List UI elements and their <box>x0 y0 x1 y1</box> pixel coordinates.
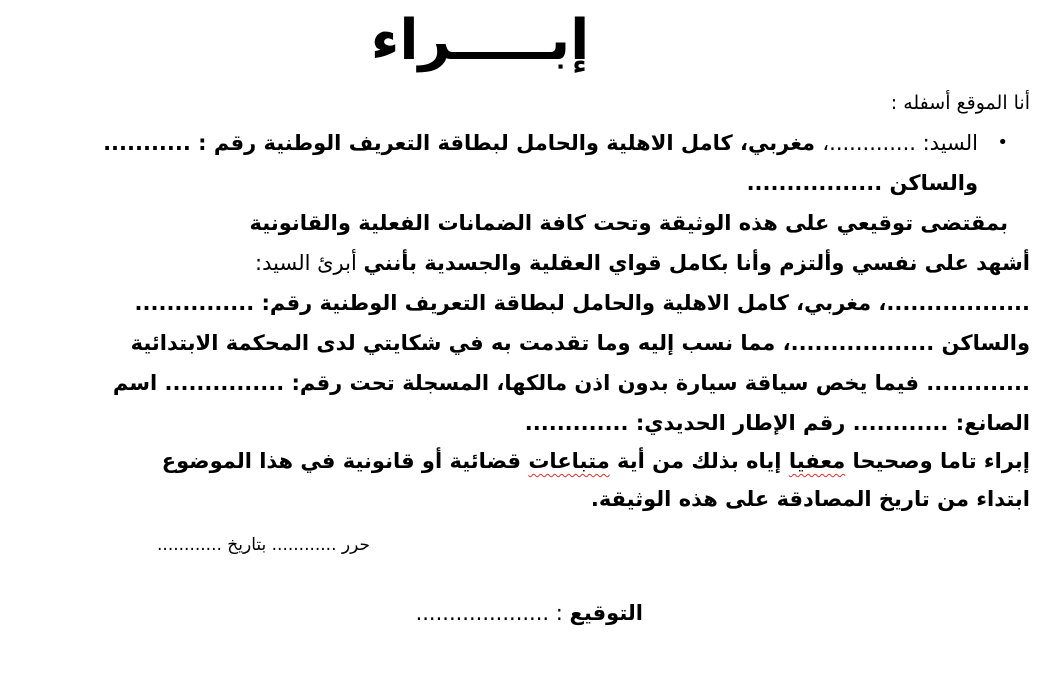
testify-text: أشهد على نفسي وألتزم وأنا بكامل قواي العقلية والجسدية بأنني <box>363 251 1030 275</box>
bullet-icon: • <box>997 132 1008 153</box>
signature-blank: : .................... <box>415 601 570 625</box>
resident-line: والساكن ................. <box>746 171 978 195</box>
bullet-line <box>103 128 978 158</box>
text-segment: إياه بذلك من أية <box>609 449 789 473</box>
paragraph-line: الصانع: ............ رقم الإطار الحديدي: ............. <box>524 411 1030 435</box>
paragraph-line <box>162 446 1030 476</box>
paragraph-line: والساكن ..................، مما نسب إليه وما تقدمت به في شكايتي لدى المحكمة الابتدائية <box>130 331 1030 355</box>
signature-label: التوقيع <box>569 601 643 625</box>
spellcheck-word[interactable]: معفيا <box>788 449 846 473</box>
text-segment: قضائية أو قانونية في هذا الموضوع <box>161 449 529 473</box>
paragraph-line: ..................، مغربي، كامل الاهلية والحامل لبطاقة التعريف الوطنية رقم: ............... <box>134 291 1030 315</box>
document-title: إبـــــراء <box>370 8 590 73</box>
paragraph-line: ............. فيما يخص سياقة سيارة بدون اذن مالكها، المسجلة تحت رقم: ............... اسم <box>112 371 1030 395</box>
signature-line <box>416 598 643 628</box>
sayed-details: مغربي، كامل الاهلية والحامل لبطاقة التعريف الوطنية رقم : ........... <box>103 131 823 155</box>
paragraph-line: بمقتضى توقيعي على هذه الوثيقة وتحت كافة الضمانات الفعلية والقانونية <box>249 211 1008 235</box>
acquit-text: أبرئ السيد: <box>255 251 364 275</box>
paragraph-line: ابتداء من تاريخ المصادقة على هذه الوثيقة. <box>590 487 1030 511</box>
date-line: حرر ............ بتاريخ ............ <box>157 535 370 555</box>
paragraph-line <box>255 248 1030 278</box>
sayed-label: السيد: .............، <box>822 131 978 155</box>
intro-text: أنا الموقع أسفله : <box>890 92 1030 114</box>
spellcheck-word[interactable]: متباعات <box>528 449 610 473</box>
text-segment: إبراء تاما وصحيحا <box>845 449 1030 473</box>
